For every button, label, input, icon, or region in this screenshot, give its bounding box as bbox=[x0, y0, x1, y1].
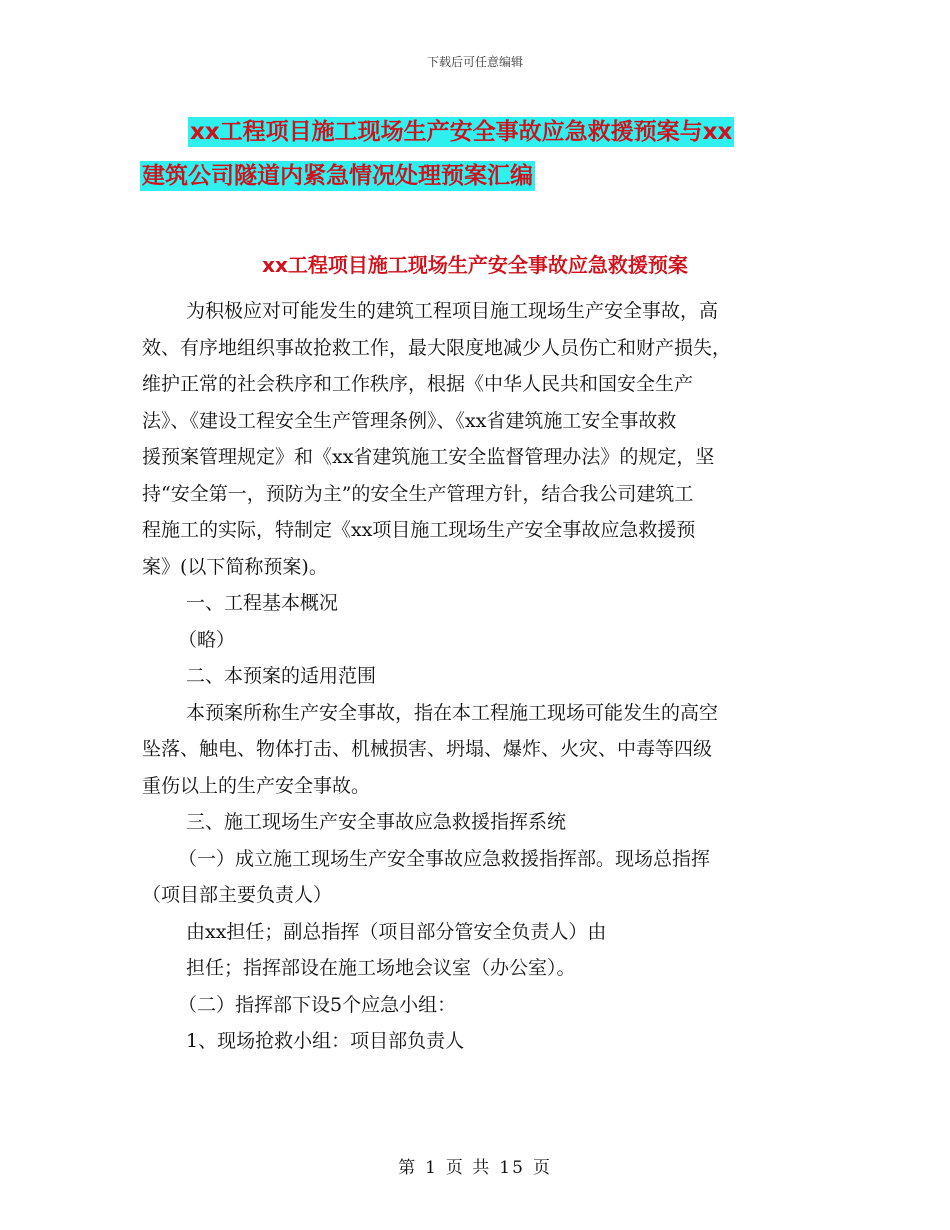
heading-2: 二、本预案的适用范围 bbox=[186, 665, 377, 687]
paragraph-line: 坠落、触电、物体打击、机械损害、坍塌、爆炸、火灾、中毒等四级 bbox=[142, 738, 713, 760]
item-line: （一）成立施工现场生产安全事故应急救援指挥部。现场总指挥 bbox=[178, 847, 711, 870]
paragraph-line: 持“安全第一，预防为主”的安全生产管理方针，结合我公司建筑工 bbox=[142, 482, 694, 505]
footer-mid: 页 共 bbox=[445, 1158, 492, 1178]
current-page-number: 1 bbox=[425, 1158, 438, 1178]
header-note: 下载后可任意编辑 bbox=[426, 55, 523, 69]
heading-1: 一、工程基本概况 bbox=[186, 592, 339, 614]
paragraph-line: 法》、《建设工程安全生产管理条例》、《xx省建筑施工安全事故救 bbox=[142, 409, 677, 432]
paragraph-line: 案》(以下简称预案)。 bbox=[142, 555, 328, 578]
item-line: 1、现场抢救小组：项目部负责人 bbox=[186, 1030, 465, 1052]
item-line: （项目部主要负责人） bbox=[142, 884, 333, 906]
page-footer bbox=[0, 1153, 950, 1178]
footer-suffix: 页 bbox=[532, 1158, 552, 1178]
total-page-number: 15 bbox=[499, 1158, 525, 1178]
title-line-2: 建筑公司隧道内紧急情况处理预案汇编 bbox=[142, 163, 533, 189]
document-title bbox=[140, 112, 840, 200]
paragraph-line: 本预案所称生产安全事故，指在本工程施工现场可能发生的高空 bbox=[186, 701, 719, 724]
paragraph-line: 程施工的实际，特制定《xx项目施工现场生产安全事故应急救援预 bbox=[142, 519, 696, 541]
paragraph-line: 维护正常的社会秩序和工作秩序，根据《中华人民共和国安全生产 bbox=[142, 373, 694, 395]
item-line: （二）指挥部下设5个应急小组： bbox=[178, 993, 457, 1016]
document-body bbox=[142, 293, 812, 1060]
title-line-1: xx工程项目施工现场生产安全事故应急救援预案与xx bbox=[190, 119, 733, 145]
heading-1-body: （略） bbox=[178, 628, 236, 651]
item-line: 由xx担任；副总指挥（项目部分管安全负责人）由 bbox=[186, 920, 607, 943]
item-line: 担任；指挥部设在施工场地会议室（办公室）。 bbox=[186, 957, 576, 979]
paragraph-line: 重伤以上的生产安全事故。 bbox=[142, 774, 371, 797]
section-title: xx工程项目施工现场生产安全事故应急救援预案 bbox=[262, 253, 688, 277]
footer-prefix: 第 bbox=[398, 1158, 418, 1178]
heading-3: 三、施工现场生产安全事故应急救援指挥系统 bbox=[186, 811, 567, 833]
paragraph-line: 效、有序地组织事故抢救工作，最大限度地减少人员伤亡和财产损失， bbox=[142, 336, 732, 359]
paragraph-line: 为积极应对可能发生的建筑工程项目施工现场生产安全事故，高 bbox=[186, 300, 719, 322]
paragraph-line: 援预案管理规定》和《xx省建筑施工安全监督管理办法》的规定，坚 bbox=[142, 446, 715, 468]
